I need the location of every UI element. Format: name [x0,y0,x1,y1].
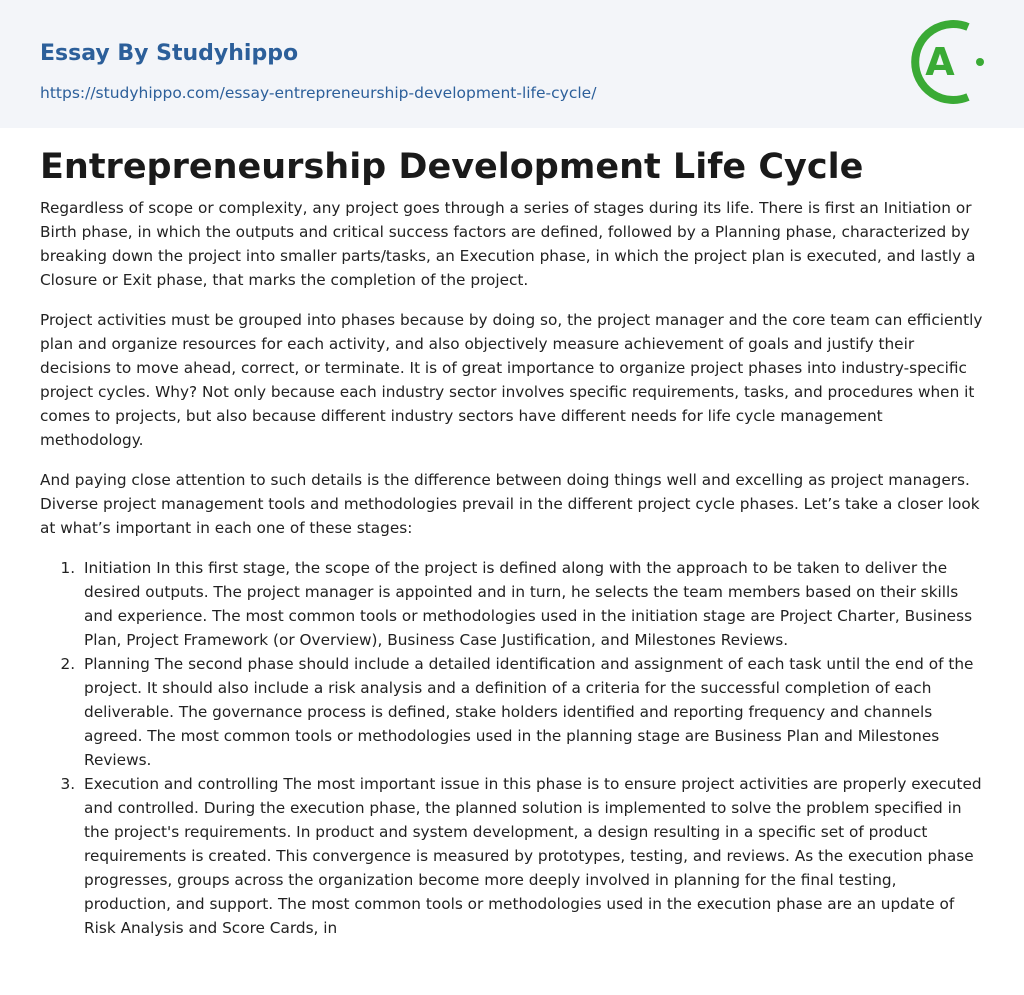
logo-letter: A [925,40,955,84]
article [40,138,984,940]
studyhippo-logo-icon[interactable] [904,18,992,106]
essay-url-link[interactable]: https://studyhippo.com/essay-entrepreneurship-development-life-cycle/ [40,84,597,102]
article-title: Entrepreneurship Development Life Cycle [40,147,864,187]
paragraph-intro: Regardless of scope or complexity, any project goes through a series of stages during its life. There is first an Initiation or Birth phase, in which the outputs and critical success factors are defined, followed by a Planning phase, characterized by breaking down the project into smaller parts/tasks, an Execution phase, in which the project plan is executed, and lastly a Closure or Exit phase, that marks the completion of the project. [40,199,976,289]
paragraph-phases: Project activities must be grouped into phases because by doing so, the project manager and the core team can efficiently plan and organize resources for each activity, and also objectively measure achievement of goals and justify their decisions to move ahead, correct, or terminate. It is of great importance to organize project phases into industry-specific project cycles. Why? Not only because each industry sector involves specific requirements, tasks, and procedures when it comes to projects, but also because different industry sectors have different needs for life cycle management methodology. [40,311,983,449]
list-item-initiation: 1. Initiation In this first stage, the scope of the project is defined along with the approach to be taken to deliver the desired outputs. The project manager is appointed and in turn, he selects the team members based on their skills and experience. The most common tools or methodologies used in the initiation stage are Project Charter, Business Plan, Project Framework (or Overview), Business Case Justification, and Milestones Reviews. [80,556,984,652]
list-item-planning: 2. Planning The second phase should include a detailed identification and assignment of each task until the end of the project. It should also include a risk analysis and a definition of a criteria for the successful completion of each deliverable. The governance process is defined, stake holders identified and reporting frequency and channels agreed. The most common tools or methodologies used in the planning stage are Business Plan and Milestones Reviews. [80,652,984,772]
stages-list [40,556,984,940]
brand-title[interactable]: Essay By Studyhippo [40,41,299,66]
paragraph-details: And paying close attention to such details is the difference between doing things well and excelling as project managers. Diverse project management tools and methodologies prevail in the different project cycle phases. Let’s take a closer look at what’s important in each one of these stages: [40,471,980,537]
site-header [0,0,1024,128]
list-item-execution: 3. Execution and controlling The most important issue in this phase is to ensure project activities are properly executed and controlled. During the execution phase, the planned solution is implemented to solve the problem specified in the project's requirements. In product and system development, a design resulting in a specific set of product requirements is created. This convergence is measured by prototypes, testing, and reviews. As the execution phase progresses, groups across the organization become more deeply involved in planning for the final testing, production, and support. The most common tools or methodologies used in the execution phase are an update of Risk Analysis and Score Cards, in [80,772,984,940]
